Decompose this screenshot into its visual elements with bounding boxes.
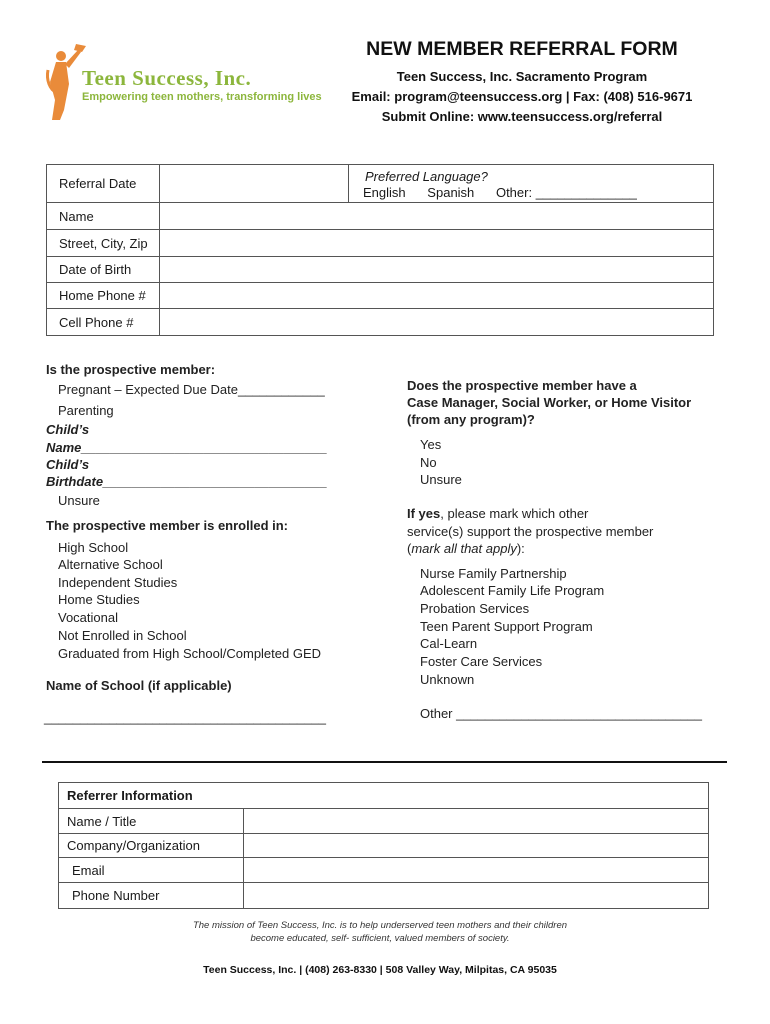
referrer-company-label: Company/Organization [59,834,244,858]
case-manager-question-2: Case Manager, Social Worker, or Home Visitor [407,395,692,410]
submit-online-line: Submit Online: www.teensuccess.org/referral [381,109,663,124]
address-label: Street, City, Zip [47,230,160,257]
service-option-cal-learn[interactable]: Cal-Learn [420,636,478,651]
service-option-aflp[interactable]: Adolescent Family Life Program [420,583,605,598]
enrolled-option-not-enrolled[interactable]: Not Enrolled in School [58,628,187,643]
preferred-language-cell[interactable] [349,165,714,203]
parenting-option[interactable]: Parenting [58,403,114,418]
contact-line: Email: program@teensuccess.org | Fax: (408) 516-9671 [351,89,693,104]
referral-date-field[interactable] [160,165,349,203]
enrolled-option-graduated[interactable]: Graduated from High School/Completed GED [58,646,322,661]
member-info-table [46,164,714,336]
home-phone-field[interactable] [160,283,714,309]
mark-all-text: mark all that apply [411,541,517,556]
enrolled-option-high-school[interactable]: High School [58,540,129,555]
referrer-heading: Referrer Information [59,783,709,809]
mission-line-2: become educated, self- sufficient, valued members of society. [250,933,510,944]
address-field[interactable] [160,230,714,257]
referrer-table [58,782,709,909]
dob-label: Date of Birth [47,257,160,283]
referrer-email-label: Email [59,858,244,883]
childs-birthdate-label: Child’s [46,457,90,472]
cell-phone-label: Cell Phone # [47,309,160,336]
case-manager-question-3: (from any program)? [407,412,535,427]
footer-contact: Teen Success, Inc. | (408) 263-8330 | 508 Valley Way, Milpitas, CA 95035 [203,964,557,976]
home-phone-label: Home Phone # [47,283,160,309]
pregnant-option[interactable]: Pregnant – Expected Due Date____________ [58,382,325,397]
case-manager-unsure[interactable]: Unsure [420,472,462,487]
referral-date-label: Referral Date [47,165,160,203]
service-option-teen-parent[interactable]: Teen Parent Support Program [420,619,593,634]
service-option-probation[interactable]: Probation Services [420,601,530,616]
referrer-name-label: Name / Title [59,809,244,834]
school-name-line[interactable]: _______________________________________ [44,710,326,725]
case-manager-no[interactable]: No [420,455,437,470]
childs-name-label: Child’s [46,422,90,437]
language-options[interactable]: English Spanish Other: ______________ [363,184,637,200]
logo-tagline: Empowering teen mothers, transforming lives [82,91,322,103]
if-yes-rest: , please mark which other [440,506,589,521]
cell-phone-field[interactable] [160,309,714,336]
section-divider [42,761,727,763]
referrer-phone-field[interactable] [244,883,709,909]
service-option-nfp[interactable]: Nurse Family Partnership [420,566,567,581]
preferred-language-label: Preferred Language? [365,168,488,184]
school-name-label: Name of School (if applicable) [46,678,232,693]
childs-name-line[interactable]: Name__________________________________ [46,440,328,455]
name-label: Name [47,203,160,230]
mission-line-1: The mission of Teen Success, Inc. is to help underserved teen mothers and their children [192,920,568,931]
referrer-company-field[interactable] [244,834,709,858]
referrer-email-field[interactable] [244,858,709,883]
service-option-other[interactable]: Other __________________________________ [420,706,702,721]
form-title: NEW MEMBER REFERRAL FORM [366,38,678,60]
services-intro-line-3 [407,541,525,556]
enrolled-option-vocational[interactable]: Vocational [58,610,118,625]
referrer-phone-label: Phone Number [59,883,244,909]
paren-open: ( [407,541,412,556]
paren-close: ): [516,541,525,556]
services-intro-line-2: service(s) support the prospective member [407,524,654,539]
services-intro-line-1 [407,506,588,521]
dob-field[interactable] [160,257,714,283]
enrolled-heading: The prospective member is enrolled in: [46,518,289,533]
case-manager-question-1: Does the prospective member have a [407,378,637,393]
if-yes-text: If yes [407,506,441,521]
logo-wordmark: Teen Success, Inc. [82,66,252,90]
enrolled-option-alternative[interactable]: Alternative School [58,557,163,572]
service-option-foster-care[interactable]: Foster Care Services [420,654,543,669]
name-field[interactable] [160,203,714,230]
enrolled-option-home-studies[interactable]: Home Studies [58,592,140,607]
service-option-unknown[interactable]: Unknown [420,672,475,687]
unsure-option[interactable]: Unsure [58,493,100,508]
referrer-name-field[interactable] [244,809,709,834]
program-line: Teen Success, Inc. Sacramento Program [396,69,648,84]
enrolled-option-independent[interactable]: Independent Studies [58,575,178,590]
prospective-heading: Is the prospective member: [46,362,216,377]
case-manager-yes[interactable]: Yes [420,437,442,452]
childs-birthdate-line[interactable]: Birthdate_______________________________ [46,474,328,489]
